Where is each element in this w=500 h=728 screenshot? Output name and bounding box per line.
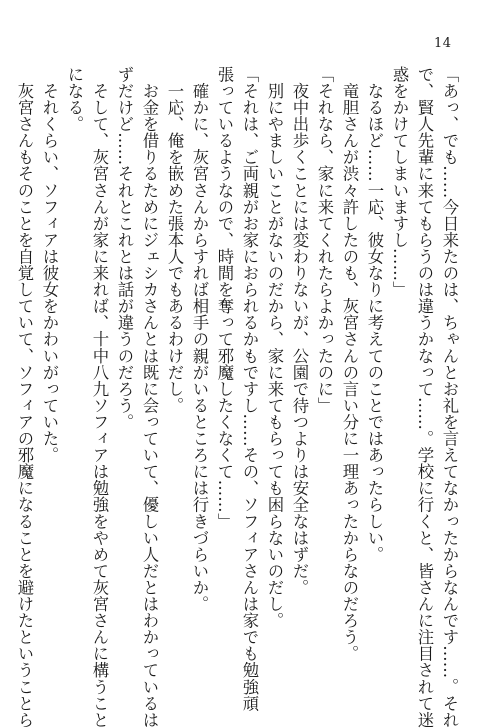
text-line: になる。 xyxy=(65,66,84,133)
text-line: それくらい、ソフィアは彼女をかわいがっていた。 xyxy=(40,66,59,464)
text-line: 「あっ、でも……今日来たのは、ちゃんとお礼を言えてなかったからなんです……。それ xyxy=(440,66,459,728)
text-line: で、賢人先輩に来てもらうのは違うかなって……。学校に行くと、皆さんに注目されて迷 xyxy=(415,66,434,728)
text-line: 「それは、ご両親がお家におられるかもですし……その、ソフィアさんは家でも勉強頑 xyxy=(240,66,259,712)
text-line: 灰宮さんもそのことを自覚していて、ソフィアの邪魔になることを避けたということら xyxy=(15,66,34,728)
text-line: そして、灰宮さんが家に来れば、十中八九ソフィアは勉強をやめて灰宮さんに構うこと xyxy=(90,66,109,728)
text-line: 「それなら、家に来てくれたらよかったのに」 xyxy=(315,66,334,414)
text-line: 張っているようなので、時間を奪って邪魔したくなくて……」 xyxy=(215,66,234,530)
text-line: 別にやましいことがないのだから、家に来てもらっても困らないのだし。 xyxy=(265,66,284,629)
text-line: 惑をかけてしまいますし……」 xyxy=(390,66,409,298)
text-line: 竜胆さんが渋々許したのも、灰宮さんの言い分に一理あったからなのだろう。 xyxy=(340,66,359,662)
novel-text-column xyxy=(12,66,462,728)
text-line: ずだけど……それとこれとは話が違うのだろう。 xyxy=(115,66,134,431)
text-line: 確かに、灰宮さんからすれば相手の親がいるところには行きづらいか。 xyxy=(190,66,209,613)
text-line: なるほど……一応、彼女なりに考えてのことではあったらしい。 xyxy=(365,66,384,563)
text-line: お金を借りるためにジェシカさんとは既に会っていて、優しい人だとはわかっているは xyxy=(140,66,159,728)
text-line: 一応、俺を嵌めた張本人でもあるわけだし。 xyxy=(165,66,184,414)
page-number: 14 xyxy=(434,36,452,51)
text-line: 夜中出歩くことには変わりないが、公園で待つよりは安全なはずだ。 xyxy=(290,66,309,596)
